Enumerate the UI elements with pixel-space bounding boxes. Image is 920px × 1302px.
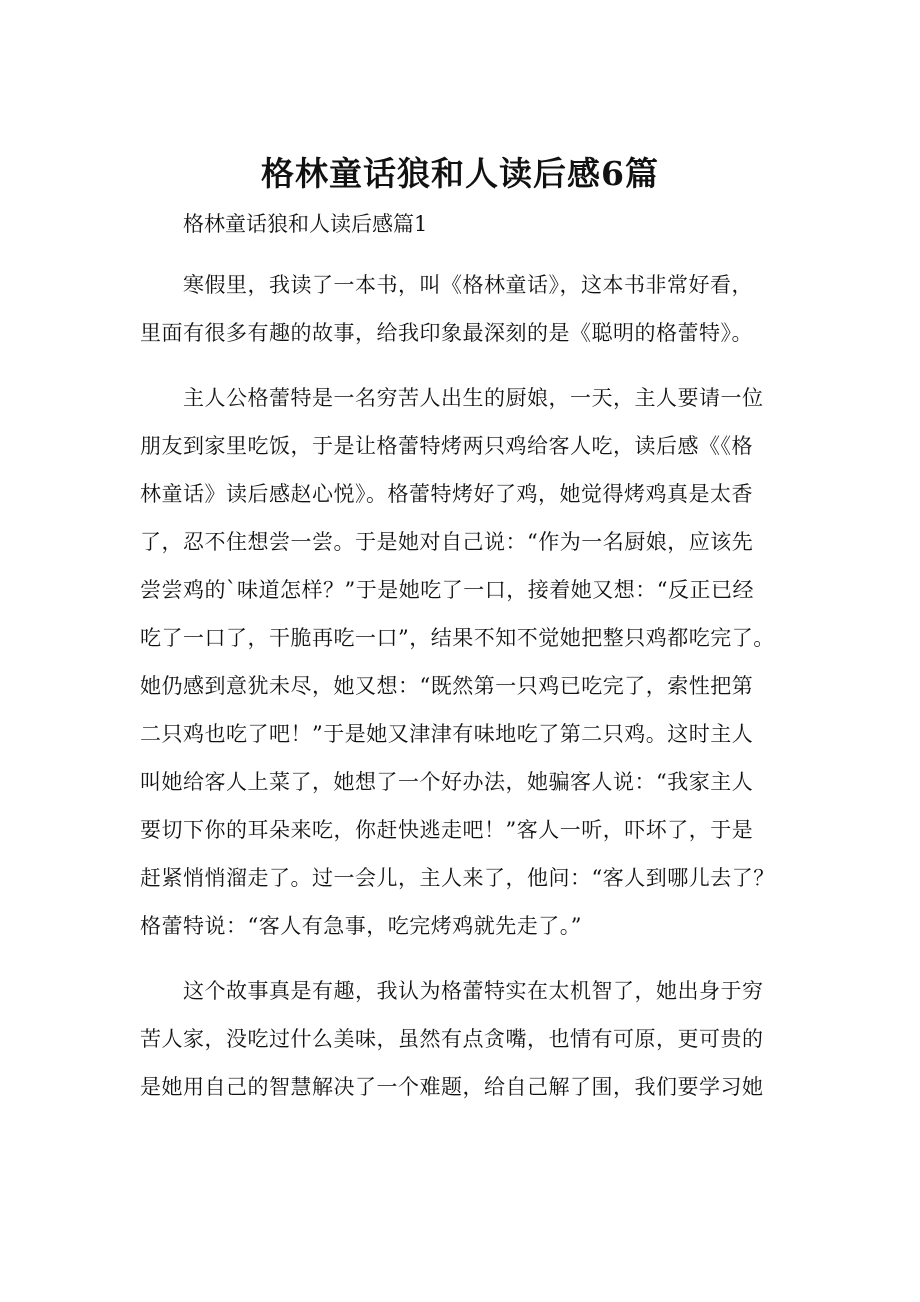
paragraph-line: 这个故事真是有趣，我认为格蕾特实在太机智了，她出身于穷	[183, 979, 764, 1003]
paragraph-line: 主人公格蕾特是一名穷苦人出生的厨娘，一天，主人要请一位	[183, 386, 764, 410]
paragraph-line: 了，忍不住想尝一尝。于是她对自己说：“作为一名厨娘，应该先	[140, 530, 754, 554]
paragraph-line: 里面有很多有趣的故事，给我印象最深刻的是《聪明的格蕾特》。	[140, 321, 753, 345]
document-title: 格林童话狼和人读后感6篇	[261, 154, 659, 193]
paragraph-line: 是她用自己的智慧解决了一个难题，给自己解了围，我们要学习她	[140, 1075, 764, 1099]
paragraph-line: 吃了一口了，干脆再吃一口”，结果不知不觉她把整只鸡都吃完了。	[140, 626, 775, 650]
paragraph-line: 她仍感到意犹未尽，她又想：“既然第一只鸡已吃完了，索性把第	[140, 674, 754, 698]
section-heading: 格林童话狼和人读后感篇1	[183, 212, 428, 236]
paragraph-line: 尝尝鸡的`味道怎样？”于是她吃了一口，接着她又想：“反正已经	[140, 578, 754, 602]
paragraph-line: 叫她给客人上菜了，她想了一个好办法，她骗客人说：“我家主人	[140, 770, 754, 794]
paragraph-line: 要切下你的耳朵来吃，你赶快逃走吧！”客人一听，吓坏了，于是	[140, 818, 754, 842]
paragraph-line: 二只鸡也吃了吧！”于是她又津津有味地吃了第二只鸡。这时主人	[140, 722, 754, 746]
paragraph-line: 苦人家，没吃过什么美味，虽然有点贪嘴，也情有可原，更可贵的	[140, 1027, 764, 1051]
paragraph-line: 格蕾特说：“客人有急事，吃完烤鸡就先走了。”	[140, 914, 582, 938]
paragraph-line: 赶紧悄悄溜走了。过一会儿，主人来了，他问：“客人到哪儿去了？	[140, 866, 775, 890]
paragraph-line: 林童话》读后感赵心悦》。格蕾特烤好了鸡，她觉得烤鸡真是太香	[140, 482, 753, 506]
paragraph-line: 朋友到家里吃饭，于是让格蕾特烤两只鸡给客人吃，读后感《《格	[140, 434, 753, 458]
paragraph-line: 寒假里，我读了一本书，叫《格林童话》，这本书非常好看，	[183, 273, 753, 297]
